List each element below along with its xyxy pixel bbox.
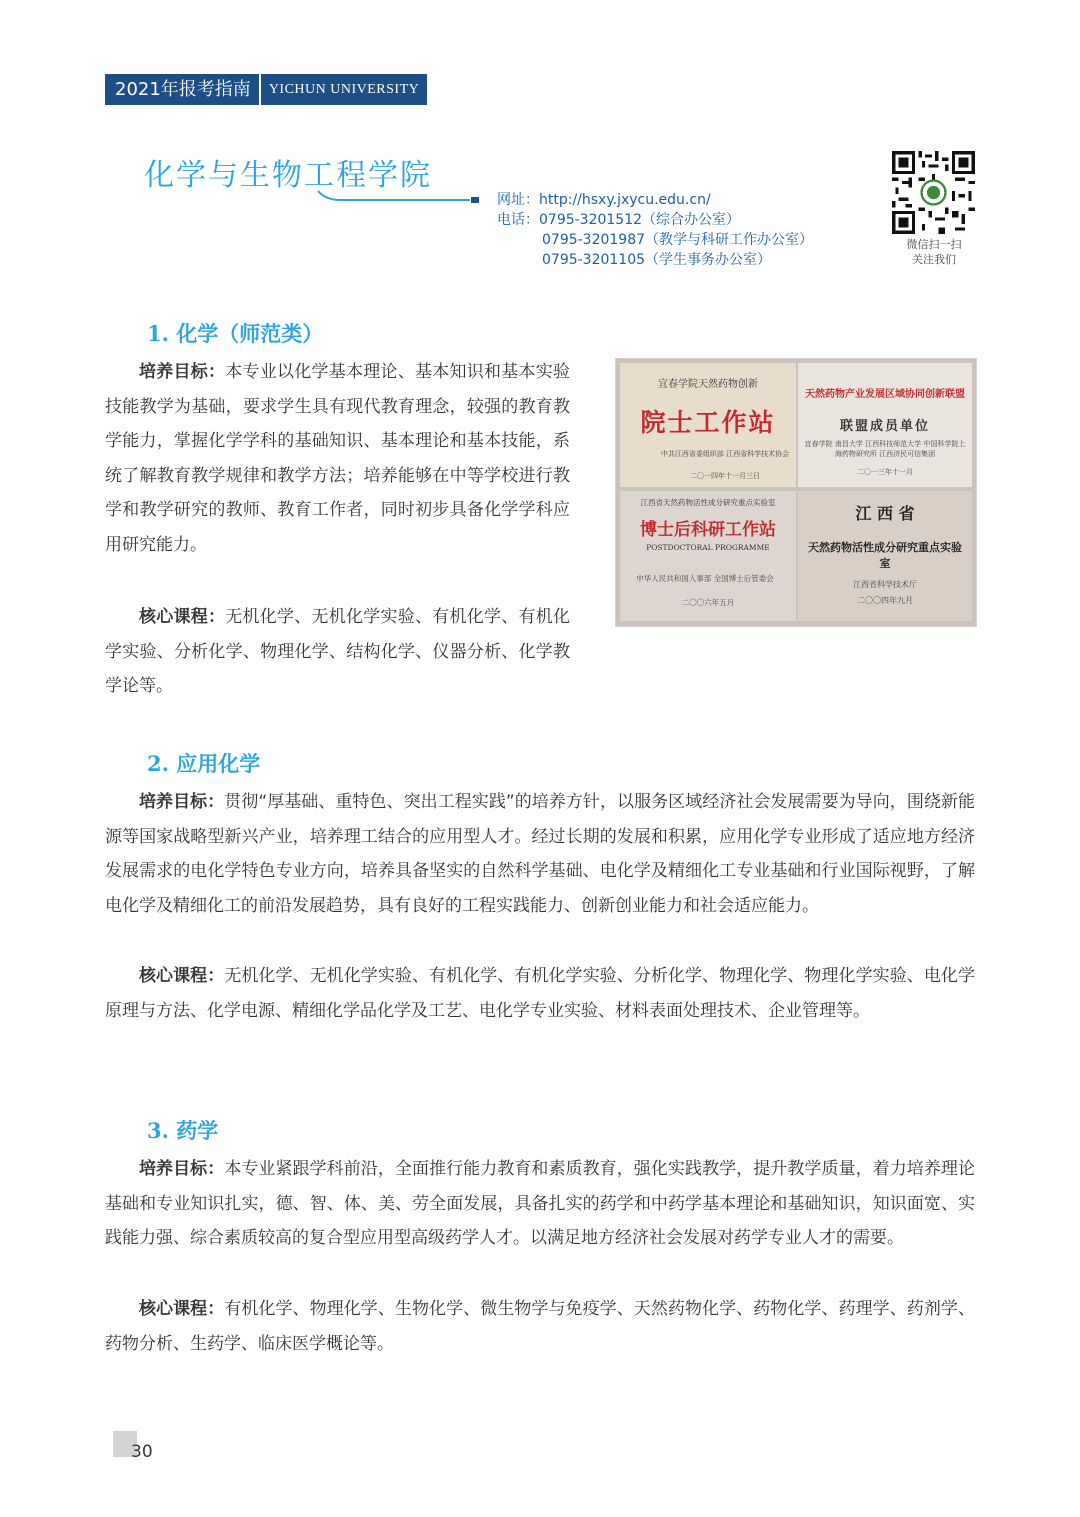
plaque-text: 宜春学院天然药物创新: [658, 379, 758, 390]
plaque-text: 二〇〇四年九月: [857, 596, 913, 605]
goal-label: 培养目标：: [139, 792, 225, 812]
plaque-text: 宜春学院 南昌大学 江西科技师范大学 中国科学院上海药物研究所 江西济民可信集团: [804, 440, 966, 458]
university-name-en: YICHUN UNIVERSITY: [259, 74, 427, 105]
section-heading-chemistry: 1. 化学（师范类）: [147, 321, 324, 346]
goal-label: 培养目标：: [139, 1159, 225, 1179]
plaque-innovation-alliance: [798, 363, 972, 487]
section-pharmacy-goal: [105, 1152, 975, 1256]
website-row: [497, 190, 813, 210]
plaque-title: 联盟成员单位: [839, 419, 930, 434]
plaque-text: 中华人民共和国人事部 全国博士后管委会: [636, 574, 774, 583]
phone-row: [497, 250, 813, 270]
college-contact: [497, 190, 813, 270]
plaque-key-laboratory: [798, 491, 972, 621]
phone-teaching-office: 0795-3201987（教学与科研工作办公室）: [542, 232, 814, 248]
college-title: 化学与生物工程学院: [144, 158, 432, 193]
goal-label: 培养目标：: [139, 362, 226, 382]
course-label: 核心课程：: [139, 966, 225, 986]
goal-text: 本专业以化学基本理论、基本知识和基本实验技能教学为基础，要求学生具有现代教育理念，较强的教育教学能力，掌握化学学科的基础知识、基本理论和基本技能，系统了解教育教学规律和教学方法；培养能够在中等学校进行教学和教学研究的教师、教育工作者，同时初步具备化学学科应用研究能力。: [105, 362, 570, 555]
section-chemistry-goal: [105, 355, 570, 562]
plaque-text: 二〇一四年十一月三日: [690, 472, 760, 480]
wechat-qr-code: [892, 151, 975, 234]
plaque-text: 江西省科学技术厅: [853, 580, 917, 589]
plaque-text: 二〇〇六年五月: [681, 598, 735, 607]
header-banner: [105, 74, 427, 105]
goal-text: 贯彻“厚基础、重特色、突出工程实践”的培养方针，以服务区域经济社会发展需要为导向，围绕新能源等国家战略型新兴产业，培养理工结合的应用型人才。经过长期的发展和积累，应用化学专业形成了适应地方经济发展需求的电化学特色专业方向，培养具备坚实的自然科学基础、电化学及精细化工专业基础和行业国际视野，了解电化学及精细化工的前沿发展趋势，具有良好的工程实践能力、创新创业能力和社会适应能力。: [105, 792, 975, 916]
guide-title: 2021年报考指南: [105, 74, 259, 105]
section-chemistry-courses: [105, 600, 570, 704]
qr-caption-line: 微信扫一扫: [906, 238, 962, 251]
award-plaques-photo: [615, 358, 977, 627]
qr-caption: [888, 237, 980, 267]
page-number: 30: [131, 1442, 153, 1462]
plaque-title: 博士后科研工作站: [640, 520, 776, 540]
section-pharmacy-courses: [105, 1292, 975, 1361]
plaque-academician-workstation: [620, 363, 796, 487]
course-text: 无机化学、无机化学实验、有机化学、有机化学实验、分析化学、物理化学、结构化学、仪器分析、化学教学论等。: [105, 607, 570, 696]
phone-general-office: 0795-3201512（综合办公室）: [539, 212, 741, 228]
section-heading-pharmacy: 3. 药学: [147, 1118, 219, 1143]
plaque-title: 江 西 省: [855, 504, 915, 523]
section-heading-applied-chemistry: 2. 应用化学: [147, 751, 261, 776]
plaque-title: 院士工作站: [640, 408, 776, 437]
phone-row: [497, 230, 813, 250]
course-label: 核心课程：: [139, 607, 226, 627]
plaque-text: 二〇一三年十一月: [857, 468, 913, 476]
website-label: 网址：: [497, 192, 539, 208]
plaque-text: 天然药物产业发展区域协同创新联盟: [805, 389, 965, 400]
plaque-title: 天然药物活性成分研究重点实验室: [808, 541, 962, 570]
plaque-text: POSTDOCTORAL PROGRAMME: [646, 543, 770, 552]
course-text: 有机化学、物理化学、生物化学、微生物学与免疫学、天然药物化学、药物化学、药理学、药剂学、药物分析、生药学、临床医学概论等。: [105, 1299, 975, 1354]
plaque-text: 江西省天然药物活性成分研究重点实验室: [640, 498, 776, 507]
phone-row: [497, 210, 813, 230]
course-text: 无机化学、无机化学实验、有机化学、有机化学实验、分析化学、物理化学、物理化学实验、电化学原理与方法、化学电源、精细化学品化学及工艺、电化学专业实验、材料表面处理技术、企业管理等。: [105, 966, 975, 1021]
website-link[interactable]: http://hsxy.jxycu.edu.cn/: [539, 192, 711, 208]
plaque-text: 中共江西省委组织部 江西省科学技术协会: [660, 450, 790, 458]
phone-label: 电话：: [497, 212, 539, 228]
phone-student-office: 0795-3201105（学生事务办公室）: [542, 252, 772, 268]
plaque-postdoctoral-station: [620, 491, 796, 621]
section-applied-chemistry-goal: [105, 785, 975, 923]
course-label: 核心课程：: [139, 1299, 225, 1319]
goal-text: 本专业紧跟学科前沿，全面推行能力教育和素质教育，强化实践教学，提升教学质量，着力培养理论基础和专业知识扎实，德、智、体、美、劳全面发展，具备扎实的药学和中药学基本理论和基础知识，知识面宽、实践能力强、综合素质较高的复合型应用型高级药学人才。以满足地方经济社会发展对药学专业人才的需要。: [105, 1159, 975, 1248]
qr-caption-line: 关注我们: [912, 253, 956, 266]
section-applied-chemistry-courses: [105, 959, 975, 1028]
